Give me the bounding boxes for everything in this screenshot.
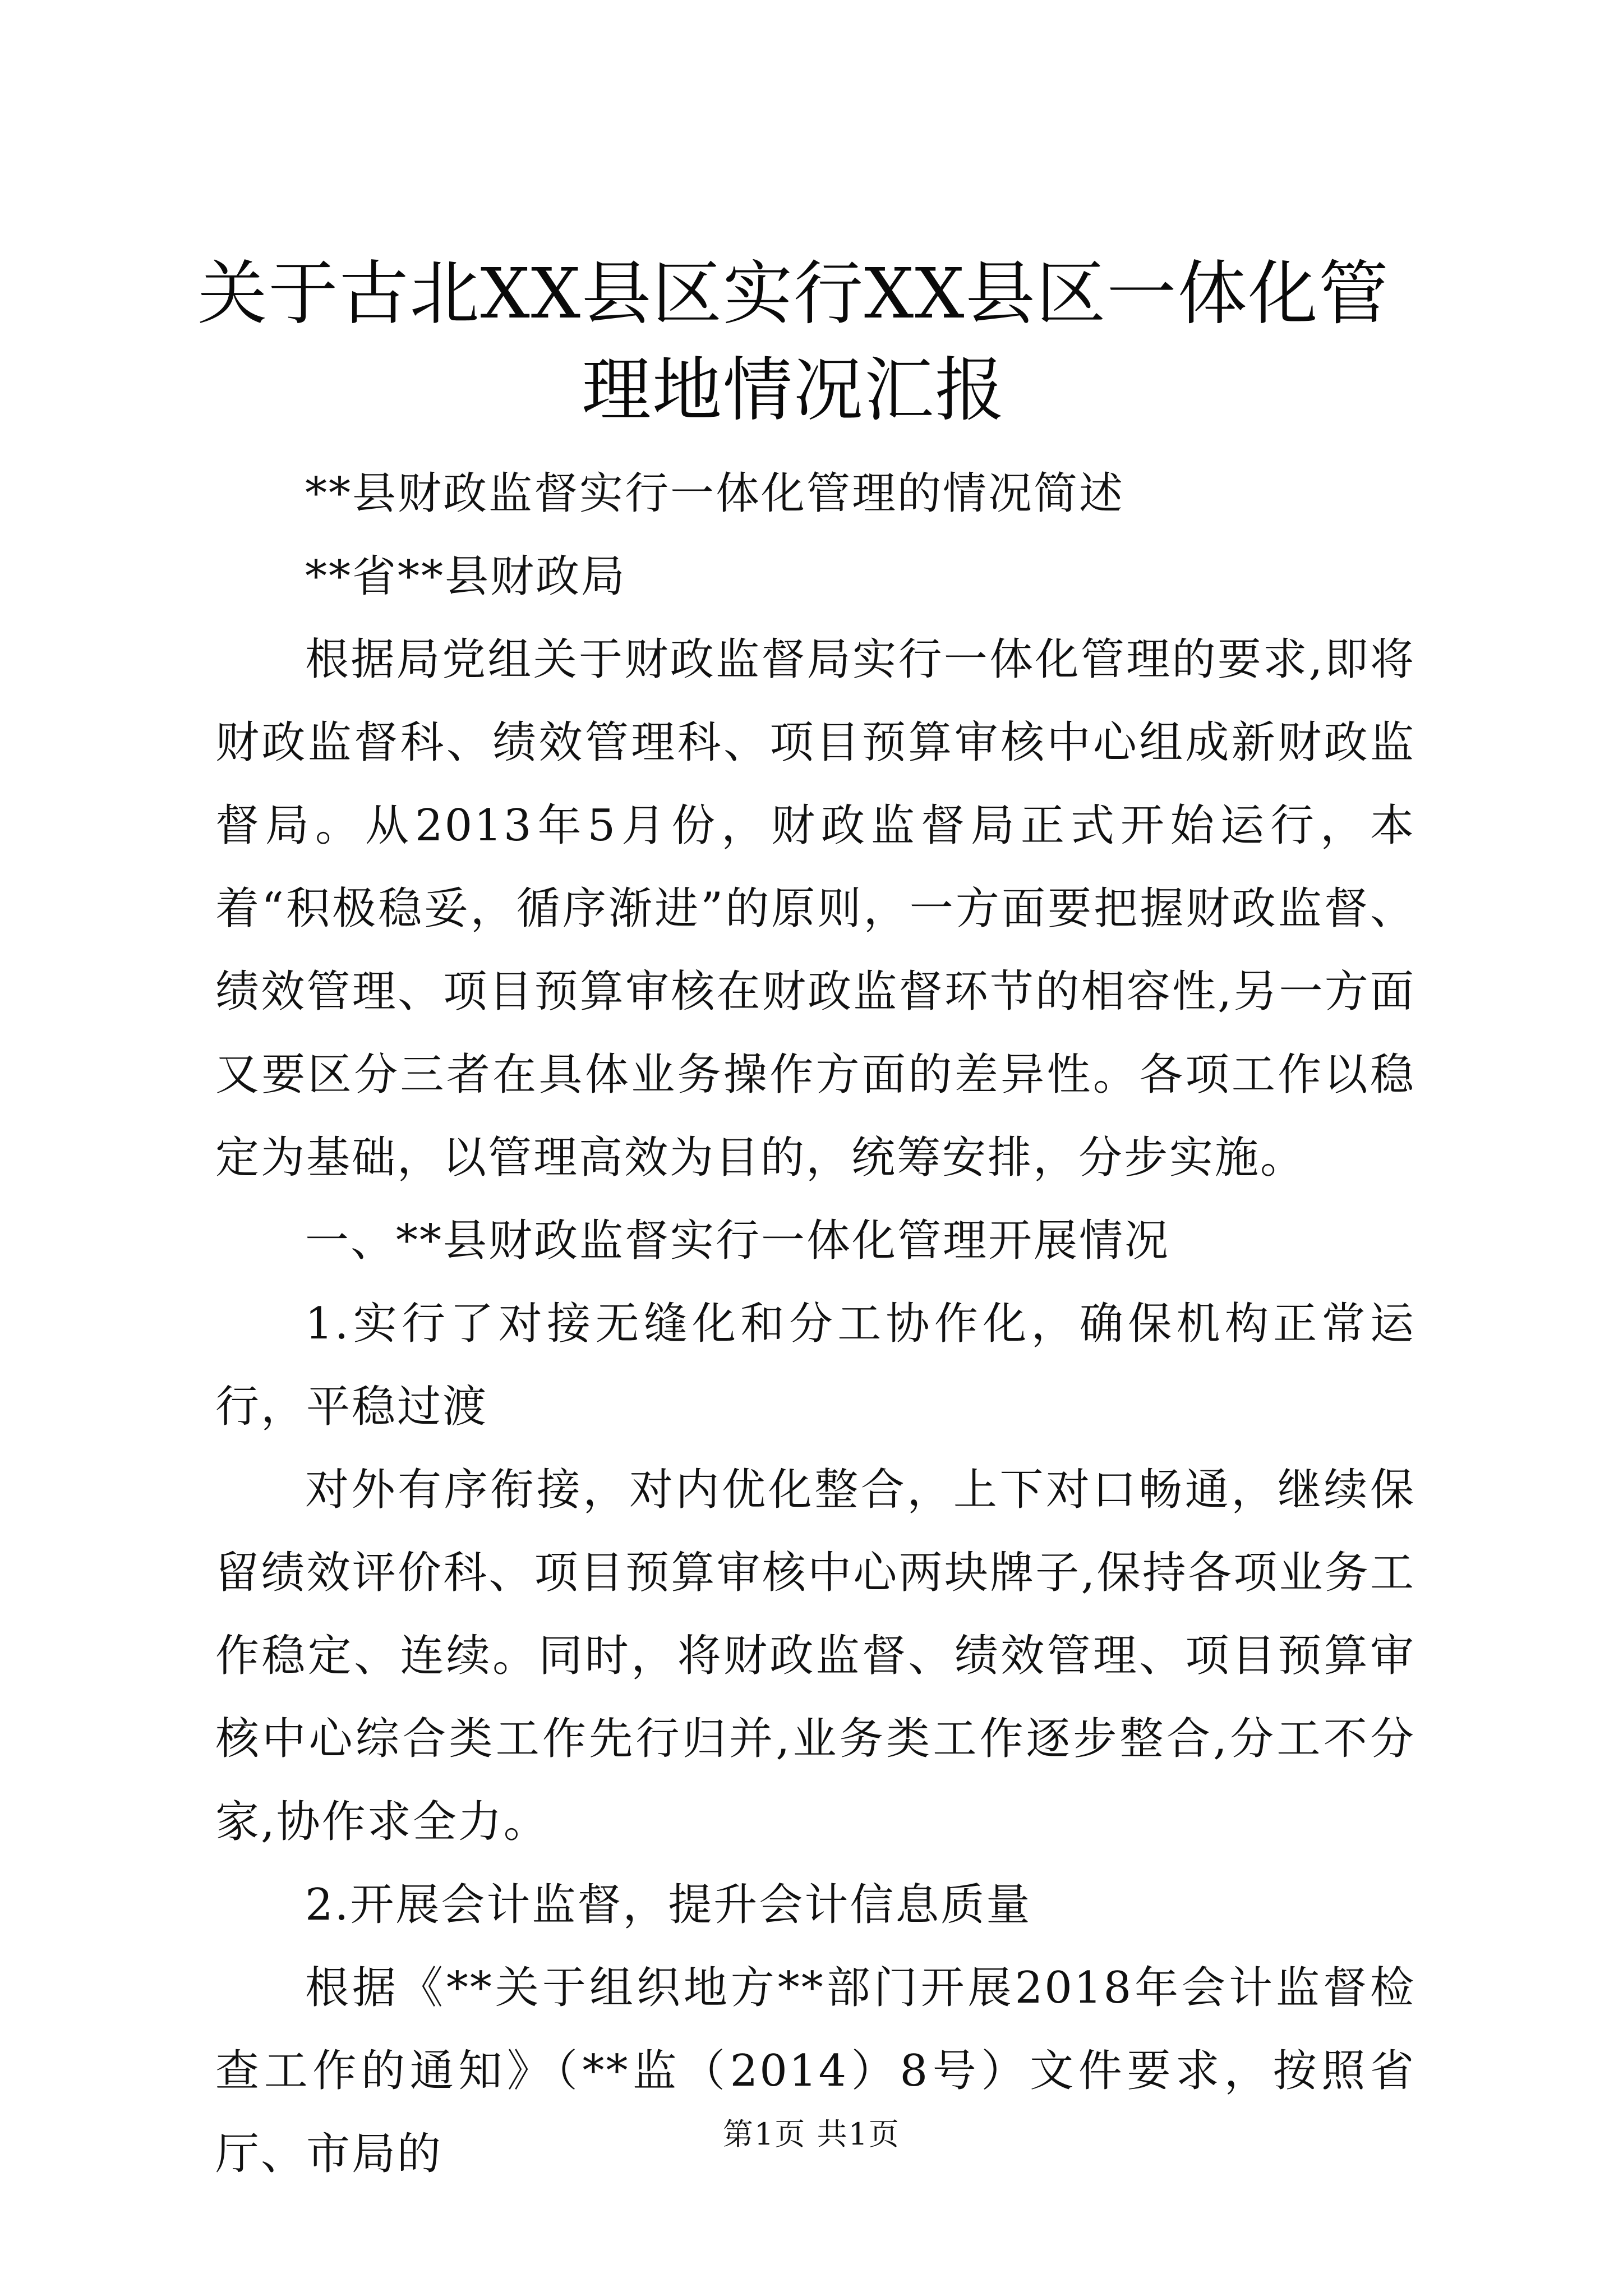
body-paragraph: 对外有序衔接，对内优化整合，上下对口畅通，继续保留绩效评价科、项目预算审核中心两块牌子,保持各项业务工作稳定、连续。同时，将财政监督、绩效管理、项目预算审核中心综合类工作先行归并,业务类工作逐步整合,分工不分家,协作求全力。 <box>215 1465 1415 1847</box>
subtitle-paragraph: **县财政监督实行一体化管理的情况简述 <box>305 468 1125 519</box>
author-paragraph: **省**县财政局 <box>305 551 627 602</box>
document-title: 关于古北XX县区实行XX县区一体化管理地情况汇报 <box>197 254 1390 431</box>
subsection-heading: 2.开展会计监督，提升会计信息质量 <box>305 1880 1032 1930</box>
body-paragraph: 根据《**关于组织地方**部门开展2018年会计监督检查工作的通知》（**监（2014）8号）文件要求，按照省厅、市局的 <box>215 1963 1415 2179</box>
section-heading: 一、**县财政监督实行一体化管理开展情况 <box>305 1216 1170 1266</box>
body-paragraph: 根据局党组关于财政监督局实行一体化管理的要求,即将财政监督科、绩效管理科、项目预算审核中心组成新财政监督局。从2013年5月份，财政监督局正式开始运行，本着“积极稳妥，循序渐进”的原则，一方面要把握财政监督、绩效管理、项目预算审核在财政监督环节的相容性,另一方面又要区分三者在具体业务操作方面的差异性。各项工作以稳定为基础，以管理高效为目的，统筹安排，分步实施。 <box>215 634 1415 1183</box>
document-body <box>215 452 1415 2196</box>
subsection-heading: 1.实行了对接无缝化和分工协作化，确保机构正常运行，平稳过渡 <box>215 1299 1415 1432</box>
page-footer: 第1页 共1页 <box>723 2116 900 2152</box>
